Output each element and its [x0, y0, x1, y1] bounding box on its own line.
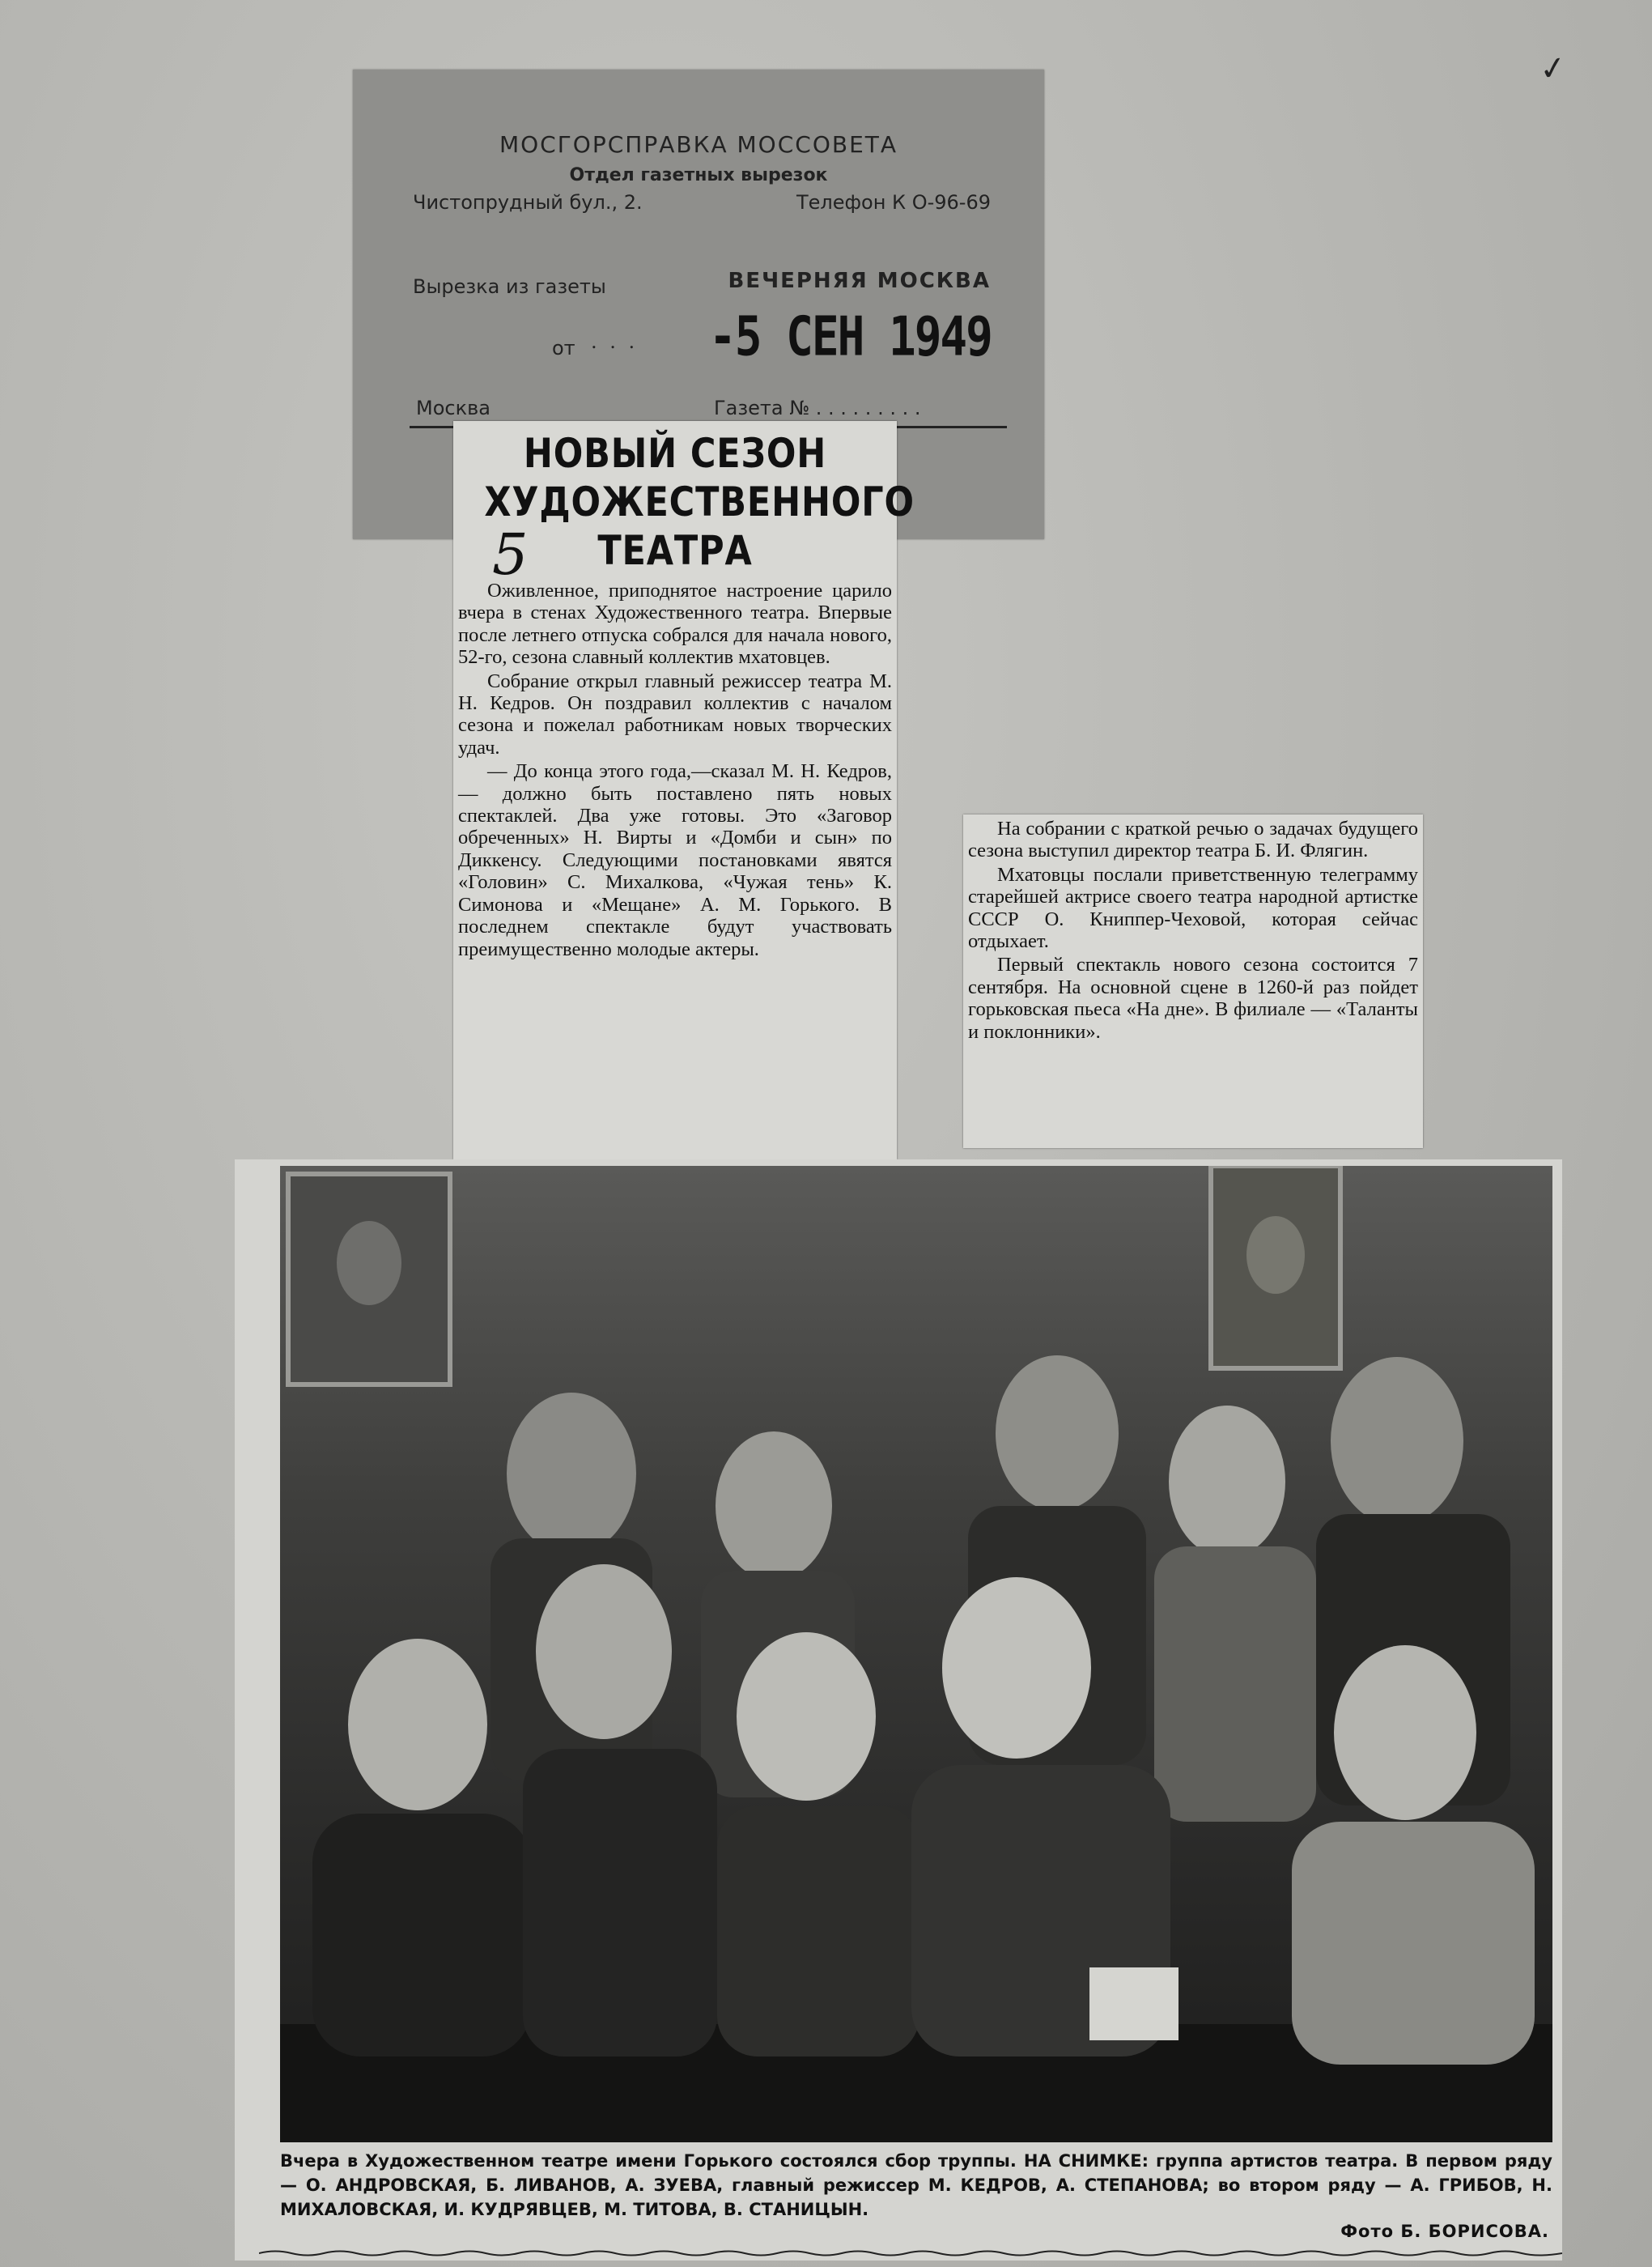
headline-line: ТЕАТРА	[597, 527, 753, 574]
label-cutting-from: Вырезка из газеты	[413, 275, 606, 298]
check-mark-icon: ✓	[1536, 48, 1569, 90]
label-city: Москва	[416, 397, 491, 419]
photo-caption: Вчера в Художественном театре имени Горького состоялся сбор труппы. НА СНИМКЕ: группа артистов театра. В первом ряду — О. АНДРОВСКАЯ, Б. ЛИВАНОВ, А. ЗУЕВА, главный режиссер М. КЕДРОВ, А. СТЕПАНОВА; во втором ряду — А. ГРИБОВ, Н. МИХАЛОВСКАЯ, И. КУДРЯВЦЕВ, М. ТИТОВА, В. СТАНИЦЫН.	[280, 2151, 1552, 2219]
paragraph: — До конца этого года,—сказал М. Н. Кедров, — должно быть поставлено пять новых спектаклей. Два уже готовы. Это «Заговор обреченных» Н. Вирты и «Домби и сын» по Диккенсу. Следующими постановками явятся «Головин» С. Михалкова, «Чужая тень» К. Симонова и «Мещане» А. М. Горького. В последнем спектакле будут участвовать преимущественно молодые актеры.	[458, 760, 892, 960]
headline-line: НОВЫЙ СЕЗОН	[523, 430, 827, 477]
article-body-col1	[453, 580, 897, 962]
torn-edge	[259, 2249, 1562, 2257]
article-body-col2	[963, 818, 1423, 1044]
article-column-1	[453, 421, 915, 1159]
headline-line: ХУДОЖЕСТВЕННОГО	[484, 478, 915, 525]
paragraph: На собрании с краткой речью о задачах будущего сезона выступил директор театра Б. И. Флягин.	[968, 818, 1418, 862]
label-org: МОСГОРСПРАВКА МОССОВЕТА	[499, 131, 898, 158]
label-gazette-no: Газета № . . . . . . . . .	[714, 397, 921, 419]
date-stamp: -5 СЕН 1949	[709, 305, 992, 369]
label-newspaper: ВЕЧЕРНЯЯ МОСКВА	[728, 269, 991, 293]
label-from: от	[552, 337, 575, 359]
paragraph: Мхатовцы послали приветственную телеграмму старейшей актрисе своего театра народной артистке СССР О. Книппер-Чеховой, которая сейчас отдыхает.	[968, 863, 1418, 953]
article-column-2	[963, 815, 1423, 1148]
group-photo-image	[280, 1166, 1552, 2142]
article-headline	[484, 429, 915, 575]
handwritten-mark: 5	[492, 521, 529, 588]
label-dept: Отдел газетных вырезок	[569, 165, 828, 185]
photo-clipping	[235, 1159, 1562, 2261]
paragraph: Оживленное, приподнятое настроение царило вчера в стенах Художественного театра. Впервые после летнего отпуска собрался для начала нового, 52-го, сезона славный коллектив мхатовцев.	[458, 580, 892, 669]
paragraph: Первый спектакль нового сезона состоится 7 сентября. На основной сцене в 1260-й раз пойдет горьковская пьеса «На дне». В филиале — «Таланты и поклонники».	[968, 954, 1418, 1043]
label-address: Чистопрудный бул., 2.	[413, 191, 643, 214]
label-phone: Телефон К О-96-69	[796, 191, 991, 214]
label-from-dots: . . .	[591, 330, 639, 353]
group-photo	[280, 1166, 1552, 2142]
paragraph: Собрание открыл главный режиссер театра М. Н. Кедров. Он поздравил коллектив с началом сезона и пожелал работникам новых творческих удач.	[458, 670, 892, 759]
photo-credit: Фото Б. БОРИСОВА.	[1340, 2222, 1549, 2241]
